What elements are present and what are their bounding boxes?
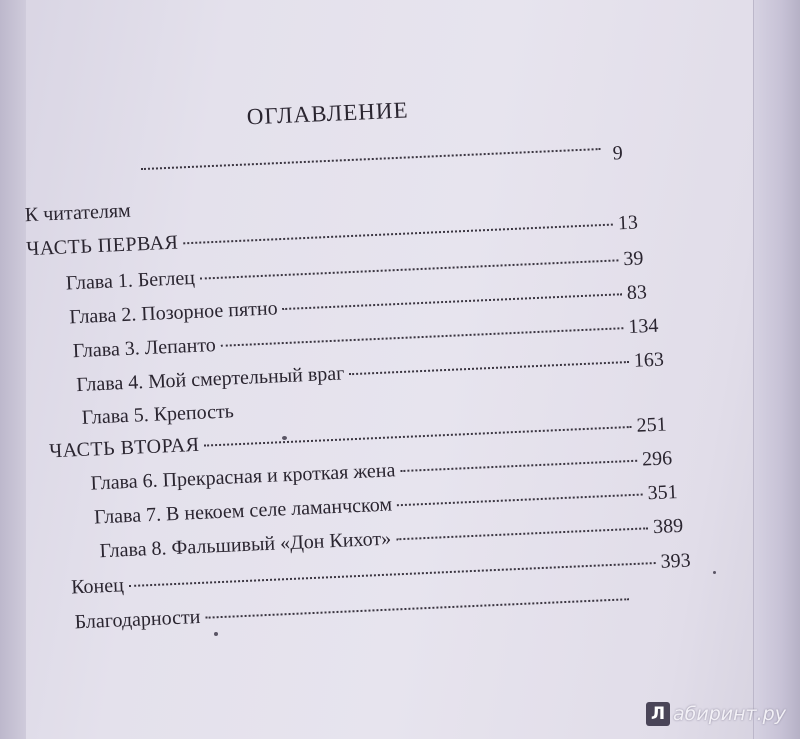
- toc-entry-page: 134: [627, 314, 659, 338]
- toc-leader: [205, 598, 629, 619]
- toc-entry-page: 13: [617, 211, 639, 235]
- ink-speck: [713, 571, 716, 574]
- toc-leader: [129, 562, 656, 587]
- toc-entry-label: Благодарности: [74, 605, 201, 634]
- toc-leader: [283, 293, 622, 310]
- toc-entry-label: Глава 2. Позорное пятно: [68, 297, 279, 329]
- toc-entry-label: Глава 8. Фальшивый «Дон Кихот»: [99, 527, 392, 563]
- toc-leader: [400, 460, 637, 472]
- toc-leader-line: [136, 152, 606, 174]
- toc-entry-label: ЧАСТЬ ВТОРАЯ: [48, 433, 200, 463]
- labirint-logo-icon: Л: [646, 702, 670, 726]
- toc-leader: [141, 148, 601, 170]
- toc-leader: [200, 259, 619, 279]
- toc-leader: [204, 426, 631, 447]
- labirint-watermark: [646, 702, 786, 726]
- toc-entry-page: 9: [612, 142, 624, 165]
- toc-entry-label: К читателям: [24, 199, 132, 227]
- toc-heading: ОГЛАВЛЕНИЕ: [246, 97, 409, 130]
- toc-entry-label: Конец: [70, 574, 125, 599]
- toc-entry-page: 83: [626, 281, 648, 305]
- toc-leader: [396, 527, 648, 540]
- ink-speck: [282, 436, 287, 440]
- toc-leader: [397, 494, 643, 507]
- toc-entry-page: 251: [636, 413, 668, 437]
- toc-entry-label: ЧАСТЬ ПЕРВАЯ: [25, 231, 179, 261]
- show-through-title: ​: [169, 51, 171, 85]
- toc-entry-label: Глава 1. Беглец: [65, 266, 196, 295]
- toc-leader: [349, 361, 629, 375]
- toc-entry-page: 296: [641, 447, 673, 471]
- toc-leader: [221, 327, 624, 347]
- toc-entry-page: 393: [660, 549, 692, 573]
- toc-entry-label: Глава 5. Крепость: [81, 400, 235, 429]
- toc-entry-label: Глава 7. В некоем селе ламанчском: [93, 493, 393, 529]
- ink-speck: [214, 632, 218, 636]
- toc-entry-page: 163: [633, 348, 665, 372]
- toc-entry-page: 39: [622, 247, 644, 271]
- toc-entry-label: Глава 3. Лепанто: [72, 334, 217, 363]
- toc-entry-page: 389: [652, 514, 684, 539]
- toc-entry-page: 351: [647, 481, 679, 505]
- toc-leader: [183, 224, 613, 245]
- watermark-text: абиринт.ру: [673, 703, 786, 725]
- toc-entry-label: Глава 6. Прекрасная и кроткая жена: [90, 459, 396, 495]
- toc-entry-label: Глава 4. Мой смертельный враг: [75, 362, 345, 397]
